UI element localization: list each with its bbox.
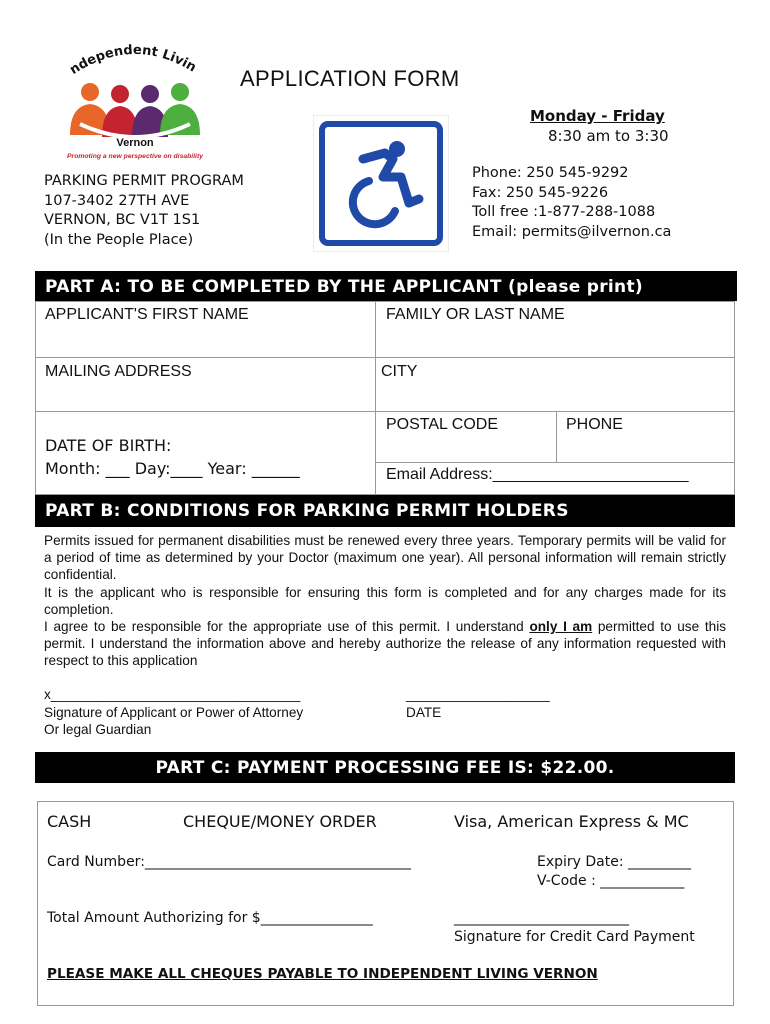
applicant-info-grid	[35, 301, 735, 495]
phone-number: Phone: 250 545-9292	[472, 165, 629, 181]
expiry-date-field[interactable]: Expiry Date: _________	[537, 854, 692, 870]
street-address: 107-3402 27TH AVE	[44, 192, 190, 209]
part-c-heading: PART C: PAYMENT PROCESSING FEE IS: $22.00.	[35, 752, 735, 783]
credit-card-signature-label: Signature for Credit Card Payment	[454, 929, 695, 945]
mailing-address-field[interactable]: MAILING ADDRESS	[45, 363, 192, 380]
first-name-field[interactable]: APPLICANT'S FIRST NAME	[45, 306, 249, 323]
date-line[interactable]: ___________________	[406, 687, 550, 702]
conditions-para-3: I agree to be responsible for the appropriate use of this permit. I understand only I am permitted to use this permit. I understand the information above and hereby authorize the release of any information requested with respect to this application	[44, 619, 727, 669]
svg-text:Promoting a new perspective on: Promoting a new perspective on disability	[67, 153, 203, 160]
conditions-para-1: Permits issued for permanent disabilities must be renewed every three years. Temporary permits will be valid for a period of time as determined by your Doctor (maximum one year). All personal information will remain strictly confidential.	[44, 533, 726, 583]
email-address-field[interactable]: Email Address:______________________	[386, 466, 689, 483]
date-label: DATE	[406, 704, 442, 720]
card-number-field[interactable]: Card Number:______________________________________	[47, 854, 411, 870]
only-i-am-emphasis: only I am	[529, 619, 593, 635]
cash-option[interactable]: CASH	[47, 812, 92, 831]
cheque-option[interactable]: CHEQUE/MONEY ORDER	[183, 812, 377, 831]
office-days: Monday - Friday	[530, 107, 665, 125]
part-a-heading: PART A: TO BE COMPLETED BY THE APPLICANT (please print)	[35, 271, 737, 301]
payment-box	[37, 801, 734, 1006]
svg-text:Vernon: Vernon	[116, 137, 154, 149]
applicant-signature-block	[44, 686, 303, 739]
date-of-birth-field[interactable]: Month: ___ Day:____ Year: ______	[45, 459, 300, 478]
program-name: PARKING PERMIT PROGRAM	[44, 173, 244, 189]
cheques-payable-note: PLEASE MAKE ALL CHEQUES PAYABLE TO INDEPENDENT LIVING VERNON	[47, 966, 598, 982]
credit-card-signature-line[interactable]: _________________________	[454, 910, 629, 926]
city-postal: VERNON, BC V1T 1S1	[44, 212, 201, 228]
postal-code-field[interactable]: POSTAL CODE	[386, 416, 499, 433]
last-name-field[interactable]: FAMILY OR LAST NAME	[386, 306, 565, 323]
part-b-heading: PART B: CONDITIONS FOR PARKING PERMIT HOLDERS	[35, 495, 735, 527]
applicant-signature-label: Signature of Applicant or Power of Attorney	[44, 704, 304, 720]
conditions-para-2: It is the applicant who is responsible for ensuring this form is completed and for any charges made for its completion.	[44, 584, 726, 617]
office-hours: 8:30 am to 3:30	[548, 127, 669, 145]
toll-free-number: Toll free :1-877-288-1088	[472, 204, 656, 220]
phone-field[interactable]: PHONE	[566, 416, 623, 433]
fax-number: Fax: 250 545-9226	[472, 184, 609, 201]
accessibility-icon	[313, 115, 449, 252]
city-field[interactable]: CITY	[381, 363, 418, 380]
vcode-field[interactable]: V-Code : ____________	[537, 873, 685, 889]
applicant-signature-line[interactable]: x_________________________________	[44, 687, 301, 702]
contact-info	[472, 164, 671, 242]
total-amount-field[interactable]: Total Amount Authorizing for $________________	[47, 910, 373, 926]
location-note: (In the People Place)	[44, 231, 194, 248]
svg-text:Independent Living: ndependent Livin	[67, 42, 199, 78]
email-contact: Email: permits@ilvernon.ca	[472, 223, 672, 240]
guardian-label: Or legal Guardian	[44, 722, 152, 737]
date-of-birth-label: DATE OF BIRTH:	[45, 436, 172, 455]
date-block	[406, 686, 550, 721]
form-title: APPLICATION FORM	[240, 66, 460, 91]
independent-living-logo	[60, 40, 210, 160]
program-address	[44, 172, 244, 250]
card-option[interactable]: Visa, American Express & MC	[454, 812, 689, 831]
conditions-text	[44, 532, 726, 670]
